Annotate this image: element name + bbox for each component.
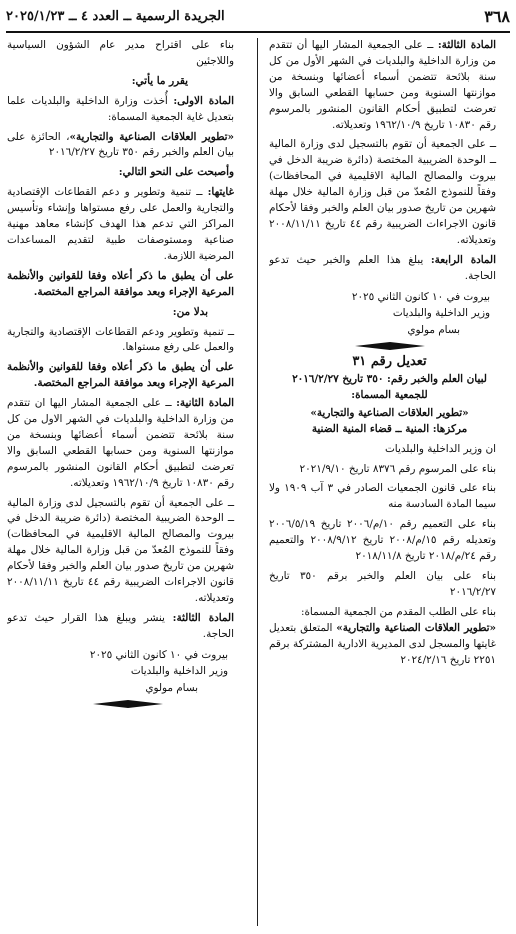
article-3	[269, 38, 510, 133]
page-header	[6, 4, 510, 28]
separator-ornament-icon	[7, 700, 248, 708]
article-2-lead: المادة الثانية:	[176, 397, 235, 410]
article-3-text: ــ على الجمعية المشار اليها أن تتقدم من وزارة الداخلية والبلديات في الشهر الأول من كل سنة بلائحة تتضمن أسماء أعضائها وبنسخة من موازنتها السنوية ومن حسابها القطعي السابق والا تعرضت لتطبيق أحكام القانون المنشور بالمرسوم رقم ١٠٨٣٠ تاريخ ١٩٦٢/١٠/٩ وتعديلاته.	[269, 39, 496, 131]
became-heading: وأصبحت على النحو التالي:	[118, 166, 234, 179]
signature-date-left: بيروت في ١٠ كانون الثاني ٢٠٢٥	[89, 648, 228, 661]
signature-title: وزير الداخلية والبلديات	[392, 307, 490, 320]
column-divider	[257, 38, 258, 926]
association-hq: مركزها: المنية ــ قضاء المنية الضنية	[311, 422, 468, 435]
amendment-title: تعديل رقم ٣١	[352, 354, 427, 370]
condition-1: على أن يطبق ما ذكر أعلاه وفقا للقوانين والأنظمة المرعية الإجراء وبعد موافقة المراجع المختصة.	[7, 269, 234, 298]
article-3-left-lead: المادة الثالثة:	[172, 611, 234, 624]
article-1-lead: المادة الاولى:	[173, 94, 234, 107]
signature-block	[269, 289, 490, 339]
signature-title-left: وزير الداخلية والبلديات	[130, 665, 228, 678]
article-3-lead: المادة الثالثة:	[437, 39, 496, 51]
goals	[7, 185, 248, 265]
proposal-line: بناء على اقتراح مدير عام الشؤون السياسية واللاجئين	[7, 39, 234, 67]
right-column	[269, 38, 510, 930]
article-2	[7, 396, 248, 491]
signature-date: بيروت في ١٠ كانون الثاني ٢٠٢٥	[351, 290, 490, 303]
goals-lead: غايتها:	[207, 186, 234, 199]
tax-registration: ــ على الجمعية أن تقوم بالتسجيل لدى وزارة المالية ــ الوحدة الضريبية المختصة (دائرة ضريبة الدخل في بيروت والمصالح المالية الاقليمية في المحافظات) وفقاً للنموذج المُعدّ من قبل وزارة المالية خلال مهلة شهرين من تاريخ صدور بيان العلم والخبر وفقا لأحكام قانون الاجراءات الضريبية رقم ٤٤ تاريخ ٢٠٠٨/١١/١١ وتعديلاته.	[269, 138, 496, 246]
left-column	[7, 38, 248, 930]
article-1	[7, 94, 248, 126]
considering-3: بناء على التعميم رقم ١٠/م/٢٠٠٦ تاريخ ٢٠٠٦/٥/١٩ وتعديله رقم ١٥/م/٢٠٠٨ تاريخ ٢٠٠٨/٩/١٢ والتعميم رقم ٢٤/م/٢٠١٨ تاريخ ٢٠١٨/١١/٨	[269, 518, 497, 563]
decides-heading: يقرر ما يأتي:	[131, 74, 188, 87]
association-name: «تطوير العلاقات الصناعية والتجارية»	[310, 406, 469, 419]
considering-5-name: «تطوير العلاقات الصناعية والتجارية»	[336, 621, 496, 634]
separator-ornament-icon	[269, 342, 510, 350]
signature-name: بسام مولوي	[407, 323, 460, 336]
article-2-tax: ــ على الجمعية أن تقوم بالتسجيل لدى وزارة المالية ــ الوحدة الضريبية المختصة (دائرة ضريبة الدخل في بيروت والمصالح المالية الاقليمية في المحافظات) وفقاً للنموذج المُعدّ من قبل وزارة المالية خلال مهلة شهرين من تاريخ صدور بيان العلم والخبر وفقا لأحكام قانون الاجراءات الضريبية رقم ٤٤ تاريخ ٢٠٠٨/١١/١١ وتعديلاته.	[7, 496, 234, 604]
article-4-text: يبلغ هذا العلم والخبر حيث تدعو الحاجة.	[269, 253, 496, 282]
article-4-lead: المادة الرابعة:	[430, 253, 496, 266]
gazette-title: الجريدة الرسمية ــ العدد ٤ ــ ٢٠٢٥/١/٢٣	[6, 8, 225, 24]
article-1-rest: ، الحائزة على بيان العلم والخبر رقم ٣٥٠ تاريخ ٢٠١٦/٢/٢٧	[7, 130, 234, 159]
amendment-subtitle-2: للجمعية المسماة:	[351, 388, 428, 401]
considering-5	[269, 605, 510, 669]
old-goals: ــ تنمية وتطوير ودعم القطاعات الإقتصادية والتجارية والعمل على رفع مستواها.	[7, 325, 234, 354]
condition-2: على أن يطبق ما ذكر أعلاه وفقا للقوانين والأنظمة المرعية الإجراء وبعد موافقة المراجع المختصة.	[7, 361, 234, 390]
considering-5-a: بناء على الطلب المقدم من الجمعية المسماة:	[300, 605, 496, 618]
considering-2: بناء على قانون الجمعيات الصادر في ٣ آب ١٩٠٩ ولا سيما المادة السادسة منه	[269, 482, 496, 511]
goals-text: ــ تنمية وتطوير و دعم القطاعات الإقتصادية والتجارية والعمل على رفع مستواها وإنشاء وتأسيس المراكز التي تدعم هذا الهدف كإنشاء معاهد مهنية صناعية ومستوصفات طبية لتقديم المساعدات المرضية اللازمة.	[7, 186, 234, 262]
signature-name-left: بسام مولوي	[145, 681, 198, 694]
article-4	[269, 253, 510, 285]
article-1-name: «تطوير العلاقات الصناعية والتجارية»	[69, 130, 234, 143]
article-2-text: ــ على الجمعية المشار اليها ان تتقدم من وزارة الداخلية والبلديات في الشهر الاول من كل سنة بلائحة تتضمن أسماء أعضائها وبنسخة من موازنتها السنوية ومن حسابها القطعي السابق والا تعرضت لتطبيق أحكام القانون المنشور بالمرسوم رقم ١٠٨٣٠ تاريخ ١٩٦٢/١٠/٩ وتعديلاته.	[7, 397, 234, 489]
minister-line: ان وزير الداخلية والبلديات	[385, 442, 496, 455]
considering-4: بناء على بيان العلم والخبر برقم ٣٥٠ تاريخ ٢٠١٦/٢/٢٧	[269, 569, 496, 598]
article-1-text: أُخذت وزارة الداخلية والبلديات علما بتعديل غاية الجمعية المسماة:	[7, 94, 234, 123]
article-1-name-line	[7, 130, 248, 162]
instead-heading: بدلا من:	[172, 305, 208, 318]
page-number: ٣٦٨	[484, 6, 510, 26]
signature-block-left	[7, 647, 228, 697]
header-rule	[6, 31, 510, 33]
considering-5-c: المتعلق بتعديل غايتها والمسجل لدى المديرية الادارية المشتركة برقم ٢٢٥١ تاريخ ٢٠٢٤/٢/١٦	[269, 621, 496, 666]
article-3-left-text: ينشر ويبلغ هذا القرار حيث تدعو الحاجة.	[7, 611, 234, 640]
article-3-left	[7, 611, 248, 643]
considering-1: بناء على المرسوم رقم ٨٣٧٦ تاريخ ٢٠٢١/٩/١٠	[299, 462, 496, 475]
amendment-subtitle-1: لبيان العلم والخبر رقم: ٣٥٠ تاريخ ٢٠١٦/٢/٢٧	[292, 373, 487, 385]
